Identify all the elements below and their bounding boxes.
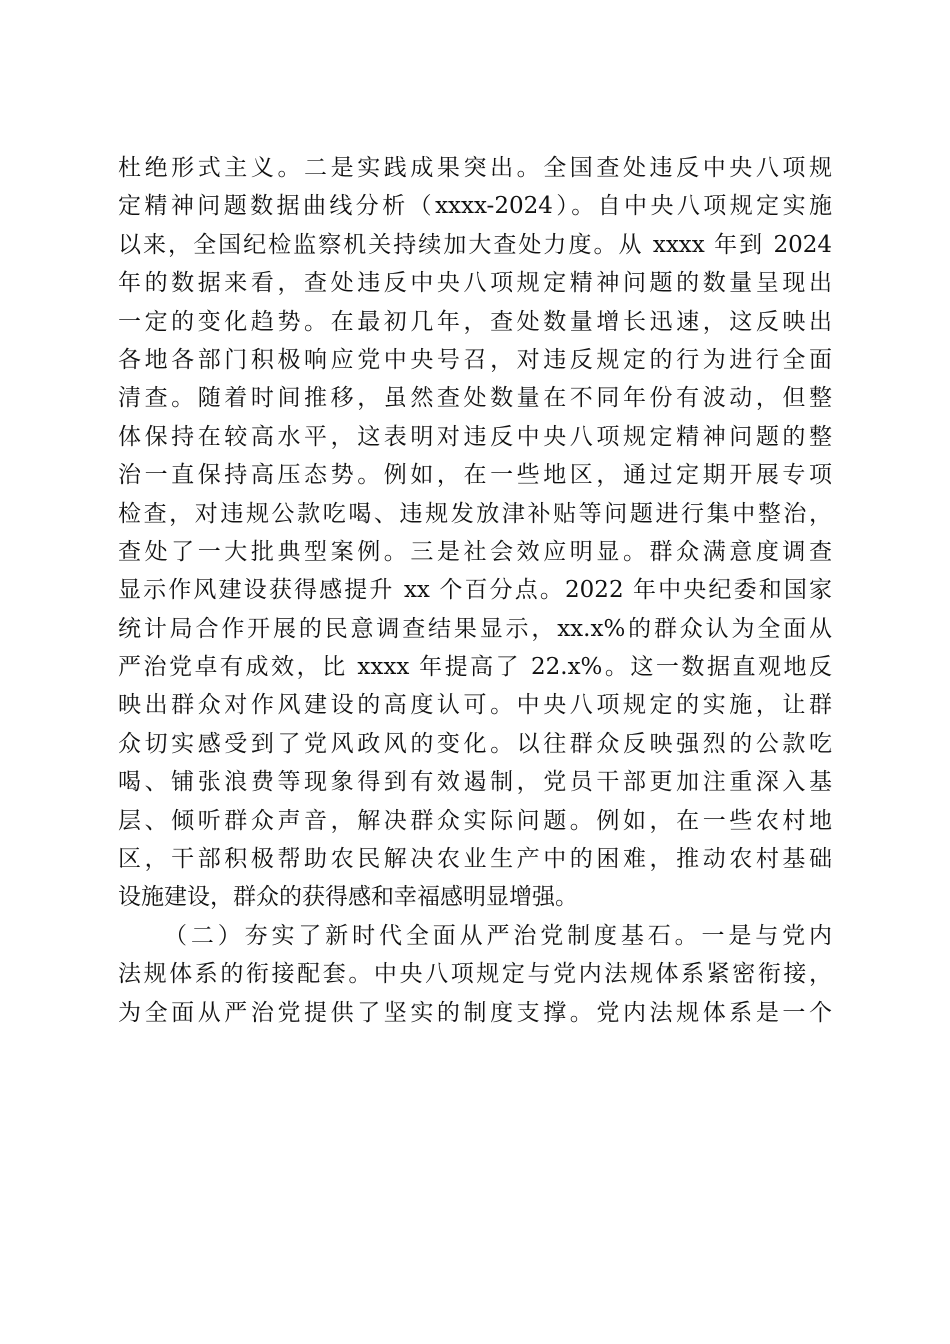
text-line: 法规体系的衔接配套。中央八项规定与党内法规体系紧密衔接， xyxy=(118,961,832,988)
text-line: 治一直保持高压态势。例如，在一些地区，通过定期开展专项 xyxy=(118,462,832,489)
text-line: 众切实感受到了党风政风的变化。以往群众反映强烈的公款吃 xyxy=(118,730,832,757)
text-line: 各地各部门积极响应党中央号召，对违反规定的行为进行全面 xyxy=(118,346,832,373)
body-text xyxy=(118,149,832,1032)
section-heading-line: （二）夯实了新时代全面从严治党制度基石。一是与党内 xyxy=(164,922,832,949)
text-line: 严治党卓有成效，比 xxxx 年提高了 22.x%。这一数据直观地反 xyxy=(118,654,832,681)
text-line: 映出群众对作风建设的高度认可。中央八项规定的实施，让群 xyxy=(118,692,832,719)
text-line: 检查，对违规公款吃喝、违规发放津补贴等问题进行集中整治， xyxy=(118,500,832,527)
text-line: 显示作风建设获得感提升 xx 个百分点。2022 年中央纪委和国家 xyxy=(118,577,832,604)
text-line: 查处了一大批典型案例。三是社会效应明显。群众满意度调查 xyxy=(118,538,832,565)
text-line: 区，干部积极帮助农民解决农业生产中的困难，推动农村基础 xyxy=(118,846,832,873)
text-line: 杜绝形式主义。二是实践成果突出。全国查处违反中央八项规 xyxy=(118,155,832,181)
text-line: 为全面从严治党提供了坚实的制度支撑。党内法规体系是一个 xyxy=(118,999,832,1026)
text-line: 年的数据来看，查处违反中央八项规定精神问题的数量呈现出 xyxy=(118,270,832,297)
text-line: 体保持在较高水平，这表明对违反中央八项规定精神问题的整 xyxy=(118,423,832,450)
text-line: 定精神问题数据曲线分析（xxxx-2024）。自中央八项规定实施 xyxy=(118,193,832,220)
text-line: 以来，全国纪检监察机关持续加大查处力度。从 xxxx 年到 2024 xyxy=(118,231,832,258)
text-line: 一定的变化趋势。在最初几年，查处数量增长迅速，这反映出 xyxy=(118,308,832,335)
text-line: 统计局合作开展的民意调查结果显示，xx.x%的群众认为全面从 xyxy=(118,615,832,642)
text-line: 层、倾听群众声音，解决群众实际问题。例如，在一些农村地 xyxy=(118,807,832,834)
text-line: 设施建设，群众的获得感和幸福感明显增强。 xyxy=(118,884,578,911)
text-line: 清查。随着时间推移，虽然查处数量在不同年份有波动，但整 xyxy=(118,385,832,412)
text-line: 喝、铺张浪费等现象得到有效遏制，党员干部更加注重深入基 xyxy=(118,769,832,796)
